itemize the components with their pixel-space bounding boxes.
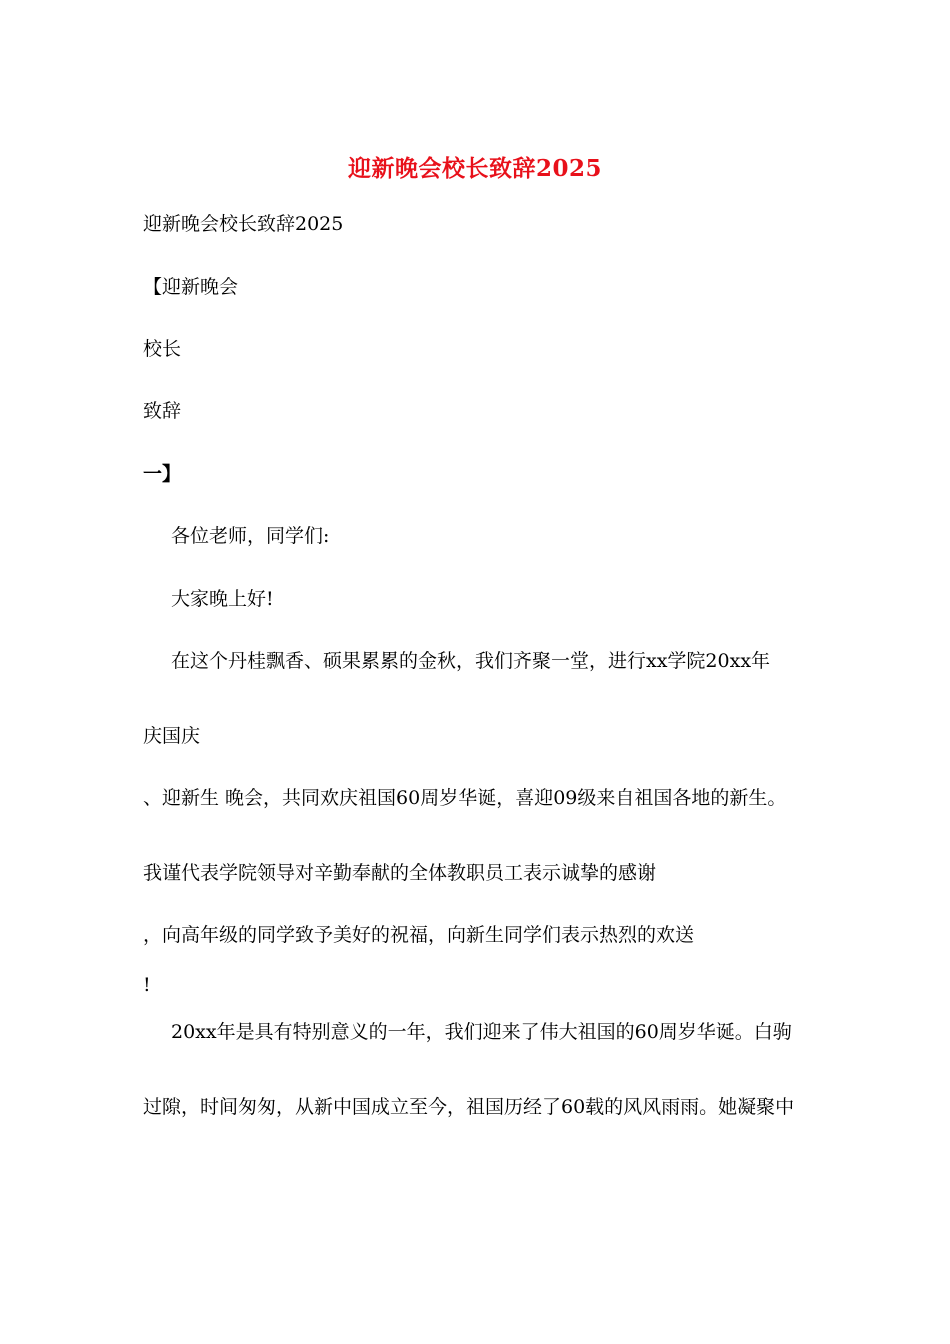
text-line-greeting: 各位老师，同学们: [171, 525, 330, 547]
text-line-bracket-open: 【迎新晚会 [143, 276, 239, 298]
text-line-speech: 致辞 [143, 400, 182, 422]
text-line-subtitle: 迎新晚会校长致辞2025 [143, 213, 344, 235]
text-line-paragraph-2-cont: 过隙，时间匆匆，从新中国成立至今，祖国历经了60载的风风雨雨。她凝聚中 [143, 1096, 795, 1118]
text-line-thanks: 我谨代表学院领导对辛勤奉献的全体教职员工表示诚挚的感谢 [143, 862, 657, 884]
text-line-paragraph-1-start: 在这个丹桂飘香、硕果累累的金秋，我们齐聚一堂，进行xx学院20xx年 [171, 650, 771, 672]
text-line-good-evening: 大家晚上好! [171, 588, 274, 610]
document-title: 迎新晚会校长致辞2025 [347, 155, 602, 182]
text-line-paragraph-2-start: 20xx年是具有特别意义的一年，我们迎来了伟大祖国的60周岁华诞。白驹 [171, 1021, 792, 1043]
text-line-bracket-close: 一】 [143, 463, 182, 485]
text-line-national-day: 庆国庆 [143, 725, 201, 747]
text-line-welcome-party: 、迎新生 晚会，共同欢庆祖国60周岁华诞，喜迎09级来自祖国各地的新生。 [143, 787, 787, 809]
text-line-exclamation: ! [143, 974, 151, 996]
text-line-principal: 校长 [143, 338, 182, 360]
text-line-wishes: ，向高年级的同学致予美好的祝福，向新生同学们表示热烈的欢送 [143, 924, 695, 946]
